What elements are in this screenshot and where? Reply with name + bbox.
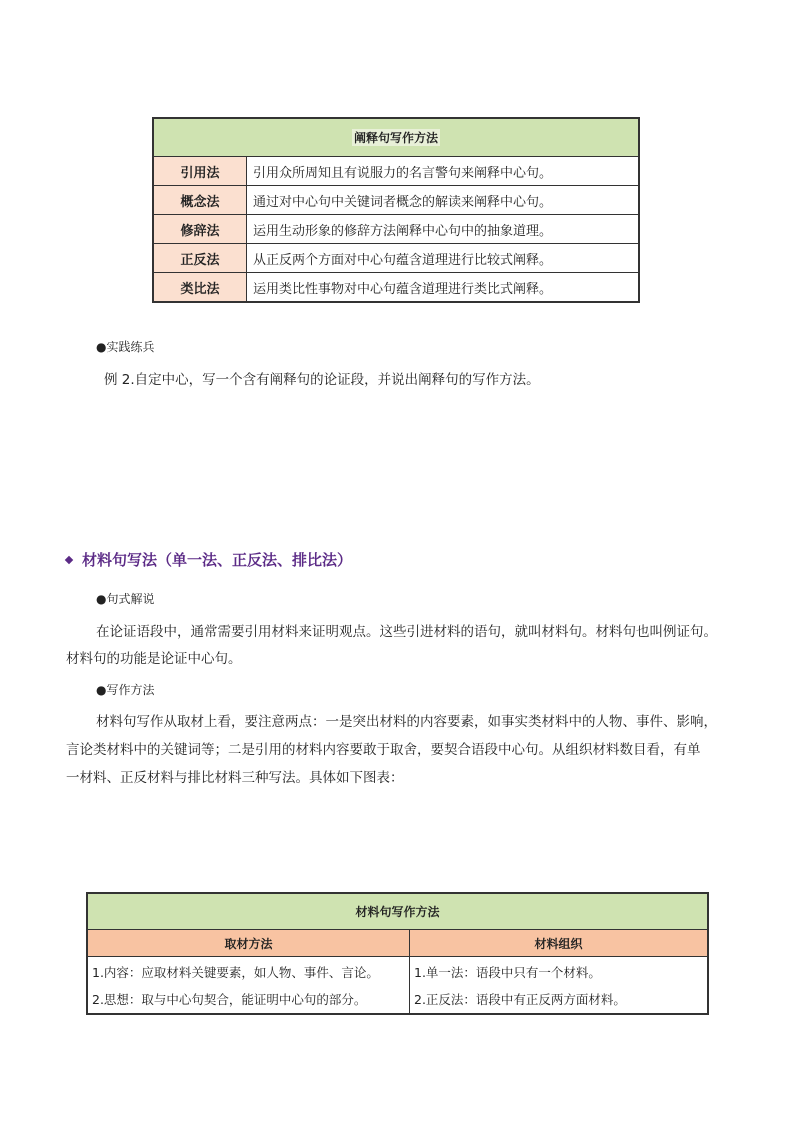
section-title: 材料句写法（单一法、正反法、排比法）: [66, 549, 352, 570]
desc-cell: 通过对中心句中关键词者概念的解读来阐释中心句。: [253, 194, 553, 210]
list-item: 2.正反法：语段中有正反两方面材料。: [414, 992, 626, 1007]
desc-cell: 从正反两个方面对中心句蕴含道理进行比较式阐释。: [253, 252, 553, 268]
table-row: [154, 244, 638, 273]
syntax-heading: ●句式解说: [96, 592, 155, 606]
method-paragraph-line1: 材料句写作从取材上看，要注意两点：一是突出材料的内容要素，如事实类材料中的人物、事件、影响，: [96, 714, 717, 730]
diamond-bullet-icon: [65, 555, 73, 563]
desc-cell: 引用众所周知且有说服力的名言警句来阐释中心句。: [253, 165, 553, 181]
list-item: 2.思想：取与中心句契合，能证明中心句的部分。: [92, 992, 367, 1007]
table-row: [154, 273, 638, 301]
method-cell: 类比法: [154, 273, 247, 301]
syntax-paragraph-line2: 材料句的功能是论证中心句。: [66, 651, 242, 667]
method-paragraph-line2: 言论类材料中的关键词等；二是引用的材料内容要敢于取舍，要契合语段中心句。从组织材料数目看，有单: [66, 742, 701, 758]
table-title: 阐释句写作方法: [154, 119, 638, 157]
example-text: 例 2.自定中心，写一个含有阐释句的论证段，并说出阐释句的写作方法。: [104, 372, 540, 388]
material-methods-table: [86, 892, 709, 1015]
table-title: 材料句写作方法: [88, 894, 707, 930]
practice-heading: ●实践练兵: [96, 340, 155, 354]
list-item: 1.单一法：语段中只有一个材料。: [414, 965, 601, 980]
selection-methods-cell: [88, 957, 410, 1013]
method-paragraph-line3: 一材料、正反材料与排比材料三种写法。具体如下图表：: [66, 770, 404, 786]
table-row: [154, 186, 638, 215]
list-item: 1.内容：应取材料关键要素，如人物、事件、言论。: [92, 965, 379, 980]
method-cell: 修辞法: [154, 215, 247, 243]
writing-methods-table: [152, 117, 640, 303]
organization-methods-cell: [410, 957, 707, 1013]
table-header-row: [88, 930, 707, 957]
syntax-paragraph-line1: 在论证语段中，通常需要引用材料来证明观点。这些引进材料的语句，就叫材料句。材料句也叫例证句。: [96, 624, 717, 640]
column-header: 取材方法: [88, 930, 410, 956]
table-row: [154, 215, 638, 244]
table-body-row: [88, 957, 707, 1013]
method-heading: ●写作方法: [96, 683, 155, 697]
method-cell: 引用法: [154, 157, 247, 185]
column-header: 材料组织: [534, 936, 583, 951]
method-cell: 概念法: [154, 186, 247, 214]
desc-cell: 运用类比性事物对中心句蕴含道理进行类比式阐释。: [253, 281, 553, 297]
table-row: [154, 157, 638, 186]
desc-cell: 运用生动形象的修辞方法阐释中心句中的抽象道理。: [253, 223, 553, 239]
method-cell: 正反法: [154, 244, 247, 272]
